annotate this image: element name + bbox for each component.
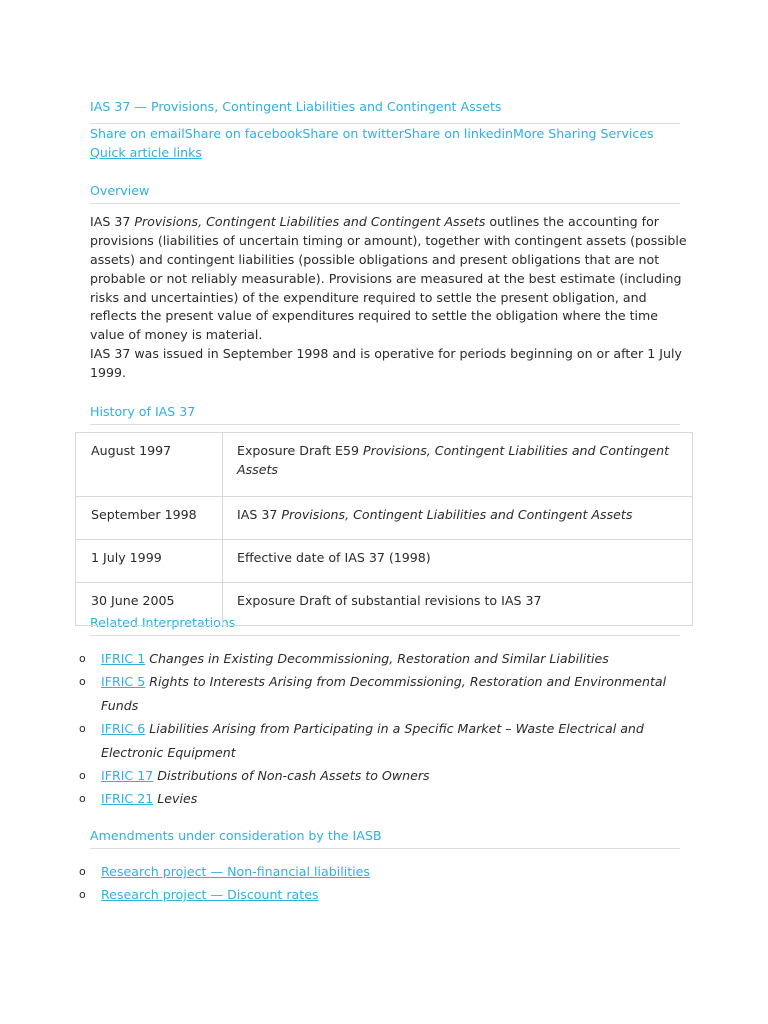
list-item <box>79 860 690 883</box>
history-event-cell <box>223 540 693 583</box>
ifric-17-link[interactable]: IFRIC 17 <box>101 768 154 784</box>
interpretations-list <box>79 647 690 811</box>
history-event-cell <box>223 433 693 497</box>
bullet-marker: o <box>79 769 86 783</box>
amendments-heading: Amendments under consideration by the IASB <box>90 828 382 843</box>
bullet-marker: o <box>79 675 86 689</box>
interpretations-heading: Related Interpretations <box>90 615 236 630</box>
amendments-list <box>79 860 690 907</box>
ifric-5-link[interactable]: IFRIC 5 <box>101 674 146 690</box>
ifric-1-link[interactable]: IFRIC 1 <box>101 651 146 666</box>
overview-heading: Overview <box>90 183 150 198</box>
overview-line-4: probable or not reliably measurable). Provisions are measured at the best estimate (including <box>90 271 682 286</box>
overview-line-2: provisions (liabilities of uncertain timing or amount), together with contingent assets (possible <box>90 233 687 248</box>
history-date-cell <box>76 540 223 583</box>
overview-line-7: value of money is material. <box>90 327 263 342</box>
table-row <box>76 540 693 583</box>
history-event-lead: IAS 37 <box>237 507 282 522</box>
history-date: August 1997 <box>91 443 172 458</box>
page-title: IAS 37 — Provisions, Contingent Liabilities and Contingent Assets <box>90 99 502 114</box>
ifric-6-title-cont: Electronic Equipment <box>101 744 236 760</box>
overview-line-1 <box>90 212 690 231</box>
overview-line-5: risks and uncertainties) of the expenditure required to settle the present obligation, and <box>90 290 647 305</box>
history-divider <box>90 424 680 425</box>
history-event-cell <box>223 583 693 626</box>
history-date-cell <box>76 583 223 626</box>
history-table <box>75 432 693 626</box>
issued-line-2: 1999. <box>90 365 127 380</box>
table-row <box>76 583 693 626</box>
issued-line-1: IAS 37 was issued in September 1998 and is operative for periods beginning on or after 1 July <box>90 346 682 361</box>
interpretations-divider <box>90 635 680 636</box>
ifric-21-title: Levies <box>157 791 198 807</box>
bullet-marker: o <box>79 792 86 806</box>
history-date: September 1998 <box>91 507 197 522</box>
ifric-6-link[interactable]: IFRIC 6 <box>101 721 146 737</box>
overview-divider <box>90 203 680 204</box>
list-item <box>79 717 690 764</box>
history-event <box>237 441 684 460</box>
history-date: 30 June 2005 <box>91 593 175 608</box>
quick-links-row <box>90 143 690 162</box>
overview-line1-rest: outlines the accounting for <box>485 214 659 229</box>
amendments-divider <box>90 848 680 849</box>
overview-line-6: reflects the present value of expenditures required to settle the obligation where the time <box>90 308 659 323</box>
table-row <box>76 433 693 497</box>
overview-lead: IAS 37 <box>90 214 135 229</box>
ifric-21-link[interactable]: IFRIC 21 <box>101 791 154 807</box>
share-links[interactable]: Share on emailShare on facebookShare on twitterShare on linkedinMore Sharing Services <box>90 126 654 141</box>
ifric-17-title: Distributions of Non-cash Assets to Owners <box>157 768 430 784</box>
list-item <box>79 647 690 670</box>
ifric-5-title: Rights to Interests Arising from Decommissioning, Restoration and Environmental <box>149 674 667 690</box>
history-event-cell <box>223 497 693 540</box>
history-event-title: Provisions, Contingent Liabilities and Contingent Assets <box>281 507 633 522</box>
list-item <box>79 670 690 717</box>
history-event <box>237 505 684 524</box>
bullet-marker: o <box>79 652 86 665</box>
history-event: Exposure Draft of substantial revisions to IAS 37 <box>237 593 542 608</box>
quick-article-links[interactable]: Quick article links <box>90 145 202 160</box>
list-item <box>79 883 690 906</box>
research-non-financial-link[interactable]: Research project — Non-financial liabilities <box>101 864 370 879</box>
overview-line-3: assets) and contingent liabilities (possible obligations and present obligations that are not <box>90 252 660 267</box>
research-discount-rates-link[interactable]: Research project — Discount rates <box>101 887 319 903</box>
history-event-title-cont: Assets <box>237 462 278 477</box>
ifric-6-title: Liabilities Arising from Participating in a Specific Market – Waste Electrical and <box>149 721 644 737</box>
ifric-5-title-cont: Funds <box>101 697 139 713</box>
history-event-lead: Exposure Draft E59 <box>237 443 364 458</box>
list-item <box>79 764 690 787</box>
history-event-title: Provisions, Contingent Liabilities and Contingent <box>363 443 670 458</box>
history-date-cell <box>76 433 223 497</box>
bullet-marker: o <box>79 888 86 902</box>
history-heading: History of IAS 37 <box>90 404 196 419</box>
bullet-marker: o <box>79 865 86 878</box>
history-date: 1 July 1999 <box>91 550 162 565</box>
bullet-marker: o <box>79 722 86 736</box>
table-row <box>76 497 693 540</box>
history-date-cell <box>76 497 223 540</box>
overview-standard-title: Provisions, Contingent Liabilities and Contingent Assets <box>134 214 486 229</box>
list-item <box>79 787 690 810</box>
ifric-1-title: Changes in Existing Decommissioning, Restoration and Similar Liabilities <box>149 651 609 666</box>
history-event: Effective date of IAS 37 (1998) <box>237 550 431 565</box>
